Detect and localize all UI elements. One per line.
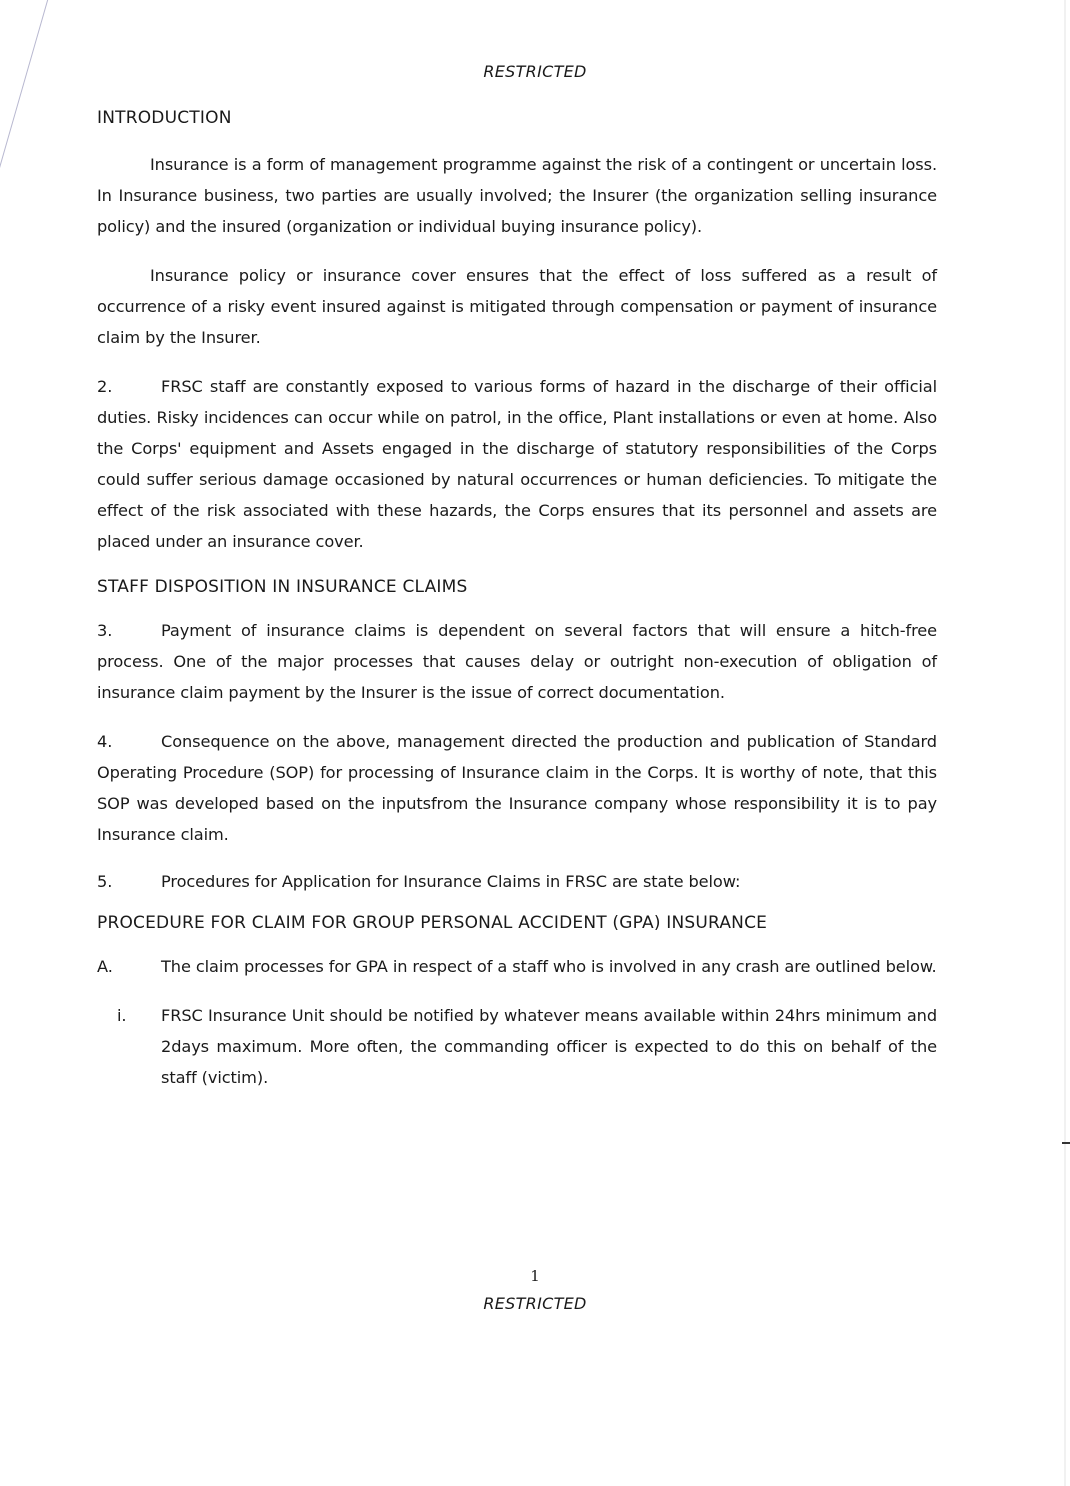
intro-paragraph-2: Insurance policy or insurance cover ensures that the effect of loss suffered as a result of occurrence of a risky event insured against is mitigated through compensation or payment of insurance claim by the Insurer. (97, 266, 937, 347)
page-number: 1 (530, 1267, 540, 1285)
paragraph-number: 4. (97, 732, 113, 751)
paragraph-number: 5. (97, 872, 113, 891)
sub-item-marker: i. (117, 1006, 127, 1025)
paragraph-3 (97, 615, 937, 708)
paragraph-number: 2. (97, 377, 113, 396)
paragraph-letter: A. (97, 957, 113, 976)
paragraph-2 (97, 371, 937, 557)
document-body (97, 108, 937, 1093)
sub-item-text: FRSC Insurance Unit should be notified by whatever means available within 24hrs minimum and 2days maximum. More often, the commanding officer is expected to do this on behalf of the staff (victim). (161, 1006, 937, 1087)
paragraph-5 (97, 866, 937, 897)
paragraph-text: Procedures for Application for Insurance Claims in FRSC are state below: (161, 872, 741, 891)
classification-header: RESTRICTED (483, 62, 587, 81)
scan-edge-mark (1062, 1142, 1070, 1144)
heading-introduction: INTRODUCTION (97, 108, 232, 128)
page-edge (1064, 0, 1066, 1486)
intro-paragraph-1: Insurance is a form of management programme against the risk of a contingent or uncertain loss. In Insurance business, two parties are usually involved; the Insurer (the organization selling insurance policy) and the insured (organization or individual buying insurance policy). (97, 155, 937, 236)
scan-artifact-line (0, 0, 51, 240)
paragraph-a (97, 951, 937, 982)
paragraph-text: The claim processes for GPA in respect of a staff who is involved in any crash are outlined below. (161, 957, 937, 976)
heading-staff-disposition: STAFF DISPOSITION IN INSURANCE CLAIMS (97, 577, 468, 597)
paragraph-text: FRSC staff are constantly exposed to various forms of hazard in the discharge of their official duties. Risky incidences can occur while on patrol, in the office, Plant installations or even at home. Also the Corps' equipment and Assets engaged in the discharge of statutory responsibilities of the Corps could suffer serious damage occasioned by natural occurrences or human deficiencies. To mitigate the effect of the risk associated with these hazards, the Corps ensures that its personnel and assets are placed under an insurance cover. (97, 377, 937, 551)
paragraph-4 (97, 726, 937, 850)
heading-gpa-procedure: PROCEDURE FOR CLAIM FOR GROUP PERSONAL ACCIDENT (GPA) INSURANCE (97, 913, 768, 933)
sub-item-i (117, 1000, 937, 1093)
paragraph-text: Payment of insurance claims is dependent on several factors that will ensure a hitch-free process. One of the major processes that causes delay or outright non-execution of obligation of insurance claim payment by the Insurer is the issue of correct documentation. (97, 621, 937, 702)
paragraph-number: 3. (97, 621, 113, 640)
classification-footer: RESTRICTED (483, 1294, 587, 1313)
paragraph-text: Consequence on the above, management directed the production and publication of Standard Operating Procedure (SOP) for processing of Insurance claim in the Corps. It is worthy of note, that this SOP was developed based on the inputsfrom the Insurance company whose responsibility it is to pay Insurance claim. (97, 732, 937, 844)
